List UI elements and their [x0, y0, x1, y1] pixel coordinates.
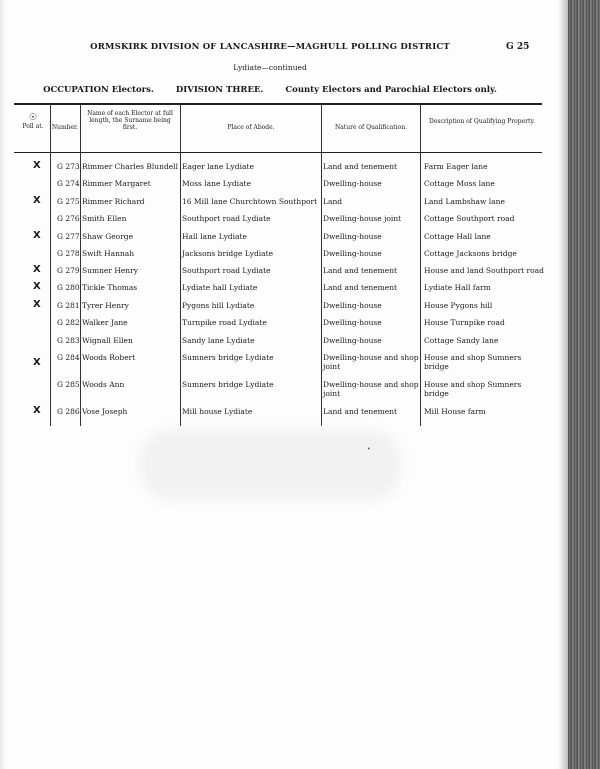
table-row — [0, 266, 560, 280]
table-header-rule — [14, 152, 542, 153]
page-number: G 25 — [506, 42, 530, 52]
qualifying-property: Cottage Jacksons bridge — [424, 249, 517, 258]
place-of-abode: Lydiate hall Lydiate — [182, 283, 258, 292]
qualifying-property: Lydiate Hall farm — [424, 283, 491, 292]
paper-speck-icon: • — [367, 446, 371, 453]
elector-number: G 286 — [57, 407, 80, 416]
elector-name: Walker Jane — [82, 318, 128, 327]
elector-number: G 278 — [57, 249, 80, 258]
qualification: Land — [323, 197, 343, 206]
book-binding-edge — [568, 0, 600, 769]
qualifying-property: House Pygons hill — [424, 301, 493, 310]
qualification: Dwelling-house — [323, 318, 382, 327]
qualification: Land and tenement — [323, 162, 398, 171]
qualification: Dwelling-house — [323, 249, 382, 258]
qualifying-property: House and land Southport road — [424, 266, 544, 275]
qualifying-property: Mill House farm — [424, 407, 486, 416]
qualification: Dwelling-house — [323, 336, 382, 345]
elector-name: Tyrer Henry — [82, 301, 129, 310]
table-row — [0, 214, 560, 228]
elector-name: Shaw George — [82, 232, 134, 241]
place-of-abode: Southport road Lydiate — [182, 266, 271, 275]
elector-name: Vose Joseph — [82, 407, 128, 416]
qualification: Dwelling-house — [323, 301, 382, 310]
elector-name: Tickle Thomas — [82, 283, 138, 292]
qualifying-property: Land Lambshaw lane — [424, 197, 505, 206]
table-row — [0, 249, 560, 263]
section-heading — [0, 85, 540, 95]
elector-number: G 276 — [57, 214, 80, 223]
elector-name: Smith Ellen — [82, 214, 127, 223]
header-abode: Place of Abode. — [227, 124, 275, 131]
header-qualification: Nature of Qualification. — [334, 124, 408, 131]
poll-mark: X — [33, 230, 41, 241]
qualification: Land and tenement — [323, 407, 398, 416]
header-name: Name of each Elector at full length, the Surname being first. — [87, 110, 173, 131]
qualifying-property: Farm Eager lane — [424, 162, 488, 171]
qualification: Dwelling-house joint — [323, 214, 402, 223]
elector-number: G 282 — [57, 318, 80, 327]
column-divider — [50, 104, 51, 426]
elector-number: G 283 — [57, 336, 80, 345]
elector-number: G 285 — [57, 380, 80, 389]
paper-stain — [140, 430, 400, 500]
place-of-abode: Sumners bridge Lydiate — [182, 380, 274, 389]
place-of-abode: Sumners bridge Lydiate — [182, 353, 274, 362]
table-row — [0, 232, 560, 246]
header-property: Description of Qualifying Property. — [429, 118, 535, 125]
poll-mark: X — [33, 299, 41, 310]
column-divider — [321, 104, 322, 426]
poll-mark: X — [33, 357, 41, 368]
column-divider — [180, 104, 181, 426]
header-number: Number. — [51, 124, 79, 131]
elector-name: Swift Hannah — [82, 249, 135, 258]
elector-number: G 273 — [57, 162, 80, 171]
elector-name: Wignall Ellen — [82, 336, 133, 345]
elector-name: Sumner Henry — [82, 266, 138, 275]
table-row — [0, 283, 560, 297]
table-row — [0, 179, 560, 193]
poll-mark: X — [33, 405, 41, 416]
table-row — [0, 162, 560, 176]
elector-name: Woods Ann — [82, 380, 125, 389]
place-of-abode: Hall lane Lydiate — [182, 232, 247, 241]
elector-name: Rimmer Charles Blundell — [82, 162, 178, 171]
elector-number: G 274 — [57, 179, 80, 188]
column-divider — [80, 104, 81, 426]
elector-number: G 275 — [57, 197, 80, 206]
elector-name: Rimmer Margaret — [82, 179, 151, 188]
qualifying-property: House Turnpike road — [424, 318, 505, 327]
header-poll: ☉ Poll at. — [16, 114, 50, 130]
qualifying-property: House and shop Sumners bridge — [424, 353, 522, 371]
place-of-abode: Mill house Lydiate — [182, 407, 253, 416]
section-division-label: DIVISION THREE. — [175, 85, 264, 95]
place-of-abode: Southport road Lydiate — [182, 214, 271, 223]
district-subtitle: Lydiate—continued — [233, 63, 307, 72]
qualifying-property: House and shop Sumners bridge — [424, 380, 522, 398]
elector-number: G 277 — [57, 232, 80, 241]
elector-name: Rimmer Richard — [82, 197, 145, 206]
poll-mark: X — [33, 160, 41, 171]
elector-name: Woods Robert — [82, 353, 136, 362]
place-of-abode: Pygons hill Lydiate — [182, 301, 255, 310]
qualification: Dwelling-house — [323, 179, 382, 188]
qualification: Land and tenement — [323, 283, 398, 292]
qualifying-property: Cottage Hall lane — [424, 232, 491, 241]
table-row — [0, 318, 560, 332]
qualifying-property: Cottage Sandy lane — [424, 336, 499, 345]
section-electors-label: County Electors and Parochial Electors only. — [285, 85, 497, 95]
table-row — [0, 197, 560, 211]
qualification: Land and tenement — [323, 266, 398, 275]
place-of-abode: Sandy lane Lydiate — [182, 336, 255, 345]
place-of-abode: 16 Mill lane Churchtown Southport — [182, 197, 318, 206]
section-occupation-label: OCCUPATION Electors. — [43, 85, 154, 95]
qualification: Dwelling-house and shop joint — [323, 353, 419, 371]
table-row — [0, 336, 560, 350]
elector-number: G 284 — [57, 353, 80, 362]
division-title: ORMSKIRK DIVISION OF LANCASHIRE—MAGHULL POLLING DISTRICT — [90, 42, 450, 52]
table-row — [0, 407, 560, 421]
table-row — [0, 301, 560, 315]
elector-number: G 280 — [57, 283, 80, 292]
table-row — [0, 380, 560, 402]
qualifying-property: Cottage Moss lane — [424, 179, 495, 188]
elector-number: G 279 — [57, 266, 80, 275]
elector-number: G 281 — [57, 301, 80, 310]
column-divider — [420, 104, 421, 426]
qualification: Dwelling-house and shop joint — [323, 380, 419, 398]
poll-symbol-icon: ☉ — [28, 113, 38, 123]
poll-mark: X — [33, 195, 41, 206]
qualifying-property: Cottage Southport road — [424, 214, 515, 223]
poll-mark: X — [33, 264, 41, 275]
place-of-abode: Moss lane Lydiate — [182, 179, 252, 188]
table-top-rule — [14, 103, 542, 105]
qualification: Dwelling-house — [323, 232, 382, 241]
table-row — [0, 353, 560, 375]
place-of-abode: Jacksons bridge Lydiate — [182, 249, 274, 258]
place-of-abode: Eager lane Lydiate — [182, 162, 254, 171]
poll-mark: X — [33, 281, 41, 292]
place-of-abode: Turnpike road Lydiate — [182, 318, 267, 327]
